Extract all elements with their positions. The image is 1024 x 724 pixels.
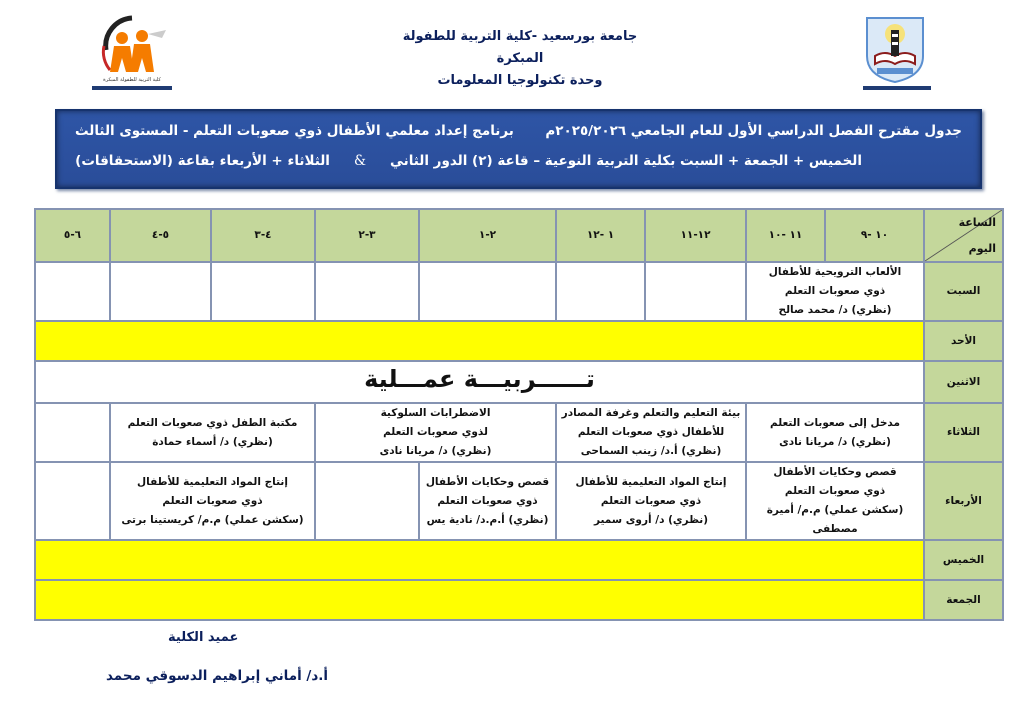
empty-cell (315, 262, 419, 321)
course-cell (556, 403, 746, 462)
time-slot-header: ١٠ -٩ (825, 209, 924, 262)
course-instructor: (نظري) أ.د/ زينب السماحى (580, 445, 722, 457)
course-title: بيئة التعليم والتعلم وغرفة المصادر (561, 407, 741, 419)
row-saturday (35, 262, 1003, 321)
banner-program: برنامج إعداد معلمي الأطفال ذوي صعوبات التعلم - المستوى الثالث (75, 123, 514, 139)
corner-hour-label: الساعة (958, 216, 996, 229)
corner-cell (924, 209, 1003, 262)
svg-text:كلية التربية للطفولة المبكرة: كلية التربية للطفولة المبكرة (103, 77, 161, 83)
day-monday: الاثنين (924, 361, 1003, 403)
empty-cell (35, 403, 110, 462)
row-monday (35, 361, 1003, 403)
empty-cell (110, 262, 211, 321)
course-title: قصص وحكايات الأطفال (773, 466, 897, 478)
empty-cell (211, 262, 315, 321)
row-wednesday (35, 462, 1003, 540)
day-tuesday: الثلاثاء (924, 403, 1003, 462)
header-rule-right (863, 86, 931, 90)
course-title: قصص وحكايات الأطفال (425, 475, 550, 488)
highlight-row-friday (35, 580, 924, 620)
time-slot-header: ٣-٢ (315, 209, 419, 262)
time-slot-header: ٦-٥ (35, 209, 110, 262)
highlight-row-thursday (35, 540, 924, 580)
empty-cell (645, 262, 746, 321)
empty-cell (35, 262, 110, 321)
faculty-logo (92, 10, 172, 84)
course-instructor: (نظري) د/ مريانا نادى (379, 445, 492, 457)
header-rule-left (92, 86, 172, 90)
day-friday: الجمعة (924, 580, 1003, 620)
course-title: مدخل إلى صعوبات التعلم (769, 416, 900, 429)
course-subtitle: ذوي صعوبات التعلم (600, 494, 702, 507)
course-cell (556, 462, 746, 540)
day-thursday: الخميس (924, 540, 1003, 580)
course-instructor: (نظري) د/ أسماء حمادة (152, 435, 273, 448)
time-slot-header: ١ -١٢ (556, 209, 645, 262)
course-cell (746, 262, 924, 321)
empty-cell (315, 462, 419, 540)
course-title: إنتاج المواد التعليمية للأطفال (137, 475, 288, 488)
header-row (35, 209, 1003, 262)
day-wednesday: الأربعاء (924, 462, 1003, 540)
practical-training-cell (35, 361, 924, 403)
dean-title: عميد الكلية (168, 630, 239, 645)
time-slot-header: ١١ -١٠ (746, 209, 825, 262)
course-instructor: (نظري) د/ أروى سمير (593, 513, 709, 526)
row-friday (35, 580, 1003, 620)
course-subtitle: لذوي صعوبات التعلم (383, 426, 488, 438)
course-cell (110, 462, 315, 540)
banner-venue-2: الثلاثاء + الأربعاء بقاعة (الاستحقاقات) (75, 153, 330, 169)
time-slot-header: ٥-٤ (110, 209, 211, 262)
course-cell (746, 462, 924, 540)
course-subtitle: ذوي صعوبات التعلم (784, 485, 886, 497)
course-instructor: (نظري) أ.م.د/ نادية يس (426, 513, 549, 526)
highlight-row-sunday (35, 321, 924, 361)
course-instructor: (نظري) د/ محمد صالح (778, 304, 892, 316)
schedule-table (34, 208, 1004, 621)
schedule-banner (55, 109, 982, 189)
corner-day-label: اليوم (968, 242, 996, 255)
banner-ampersand: & (353, 153, 366, 169)
row-tuesday (35, 403, 1003, 462)
course-instructor: (نظري) د/ مريانا نادى (779, 435, 891, 448)
practical-training-label: تــــــربيـــة عمـــلية (364, 365, 595, 393)
row-sunday (35, 321, 1003, 361)
course-cell (746, 403, 924, 462)
course-subtitle: للأطفال ذوي صعوبات التعلم (577, 426, 725, 438)
banner-title: جدول مقترح الفصل الدراسي الأول للعام الجامعي ٢٠٢٥/٢٠٢٦م (545, 123, 962, 139)
course-instructor: (سكشن عملي) م.م/ كريستينا برتى (121, 513, 304, 526)
time-slot-header: ٢-١ (419, 209, 556, 262)
course-title: مكتبة الطفل ذوي صعوبات التعلم (127, 416, 298, 429)
empty-cell (419, 262, 556, 321)
empty-cell (556, 262, 645, 321)
university-header (380, 26, 660, 92)
course-title: الاضطرابات السلوكية (380, 407, 491, 419)
unit-line: وحدة تكنولوجيا المعلومات (437, 73, 603, 88)
time-slot-header: ١٢-١١ (645, 209, 746, 262)
empty-cell (35, 462, 110, 540)
course-title: إنتاج المواد التعليمية للأطفال (575, 475, 727, 488)
banner-venue-1: الخميس + الجمعة + السبت بكلية التربية النوعية – قاعة (٢) الدور الثاني (389, 153, 862, 169)
course-subtitle: ذوي صعوبات التعلم (162, 494, 263, 507)
course-subtitle: ذوي صعوبات التعلم (437, 494, 538, 507)
course-subtitle: ذوي صعوبات التعلم (784, 285, 886, 297)
course-cell (110, 403, 315, 462)
day-sunday: الأحد (924, 321, 1003, 361)
course-title: الألعاب الترويحية للأطفال (768, 266, 902, 278)
time-slot-header: ٤-٣ (211, 209, 315, 262)
course-cell (419, 462, 556, 540)
day-saturday: السبت (924, 262, 1003, 321)
row-thursday (35, 540, 1003, 580)
course-cell (315, 403, 556, 462)
faculty-logo-icon (92, 10, 172, 84)
university-logo (863, 12, 927, 84)
course-instructor: (سكشن عملي) م.م/ أميرة مصطفى (766, 504, 904, 535)
university-line: جامعة بورسعيد -كلية التربية للطفولة المبكرة (402, 29, 638, 66)
dean-name: أ.د/ أماني إبراهيم الدسوقي محمد (106, 668, 329, 684)
university-logo-icon (863, 12, 927, 84)
